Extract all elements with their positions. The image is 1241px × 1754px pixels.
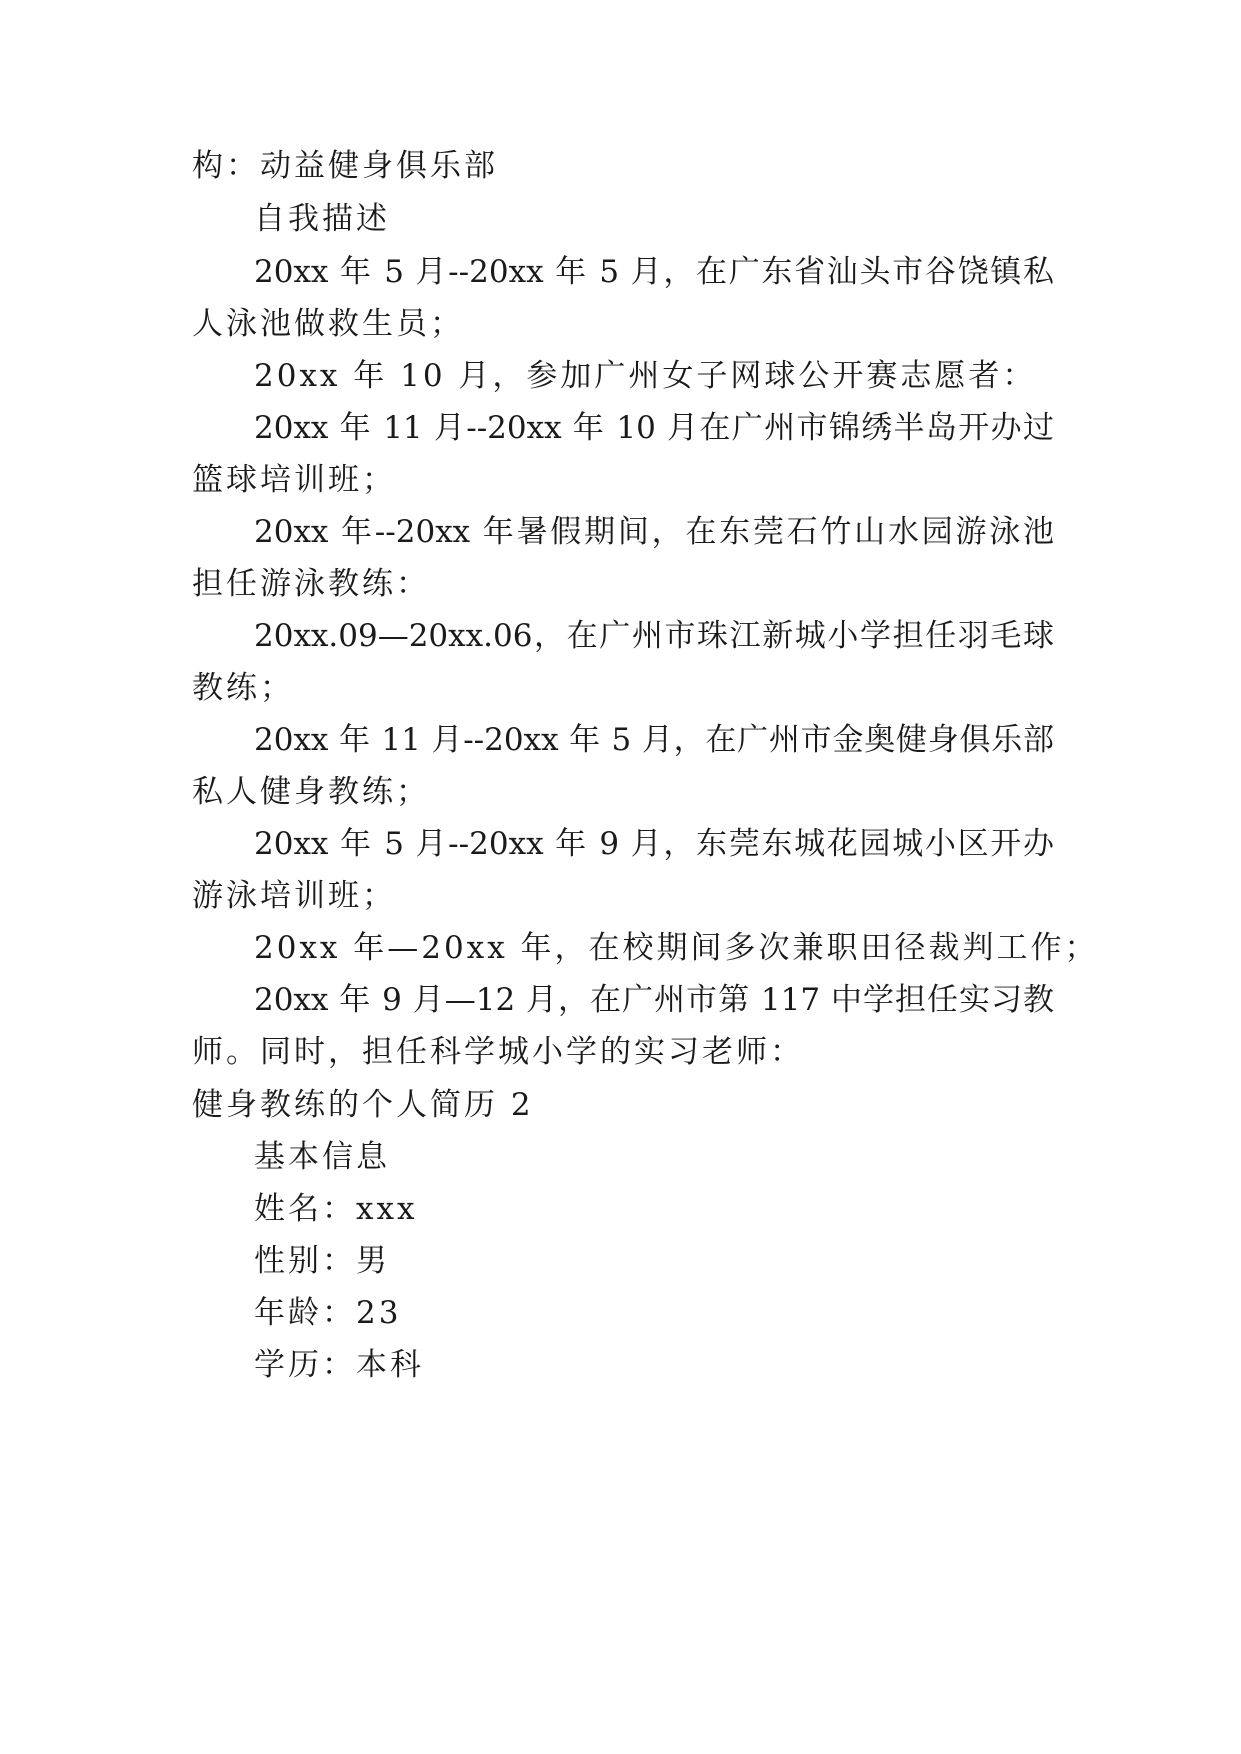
text-line-experience-5b: 教练； (192, 670, 294, 706)
text-line-experience-7a: 20xx 年 5 月--20xx 年 9 月，东莞东城花园城小区开办 (254, 826, 1054, 862)
section-title-resume-2: 健身教练的个人简历 2 (192, 1087, 534, 1123)
text-line-experience-9b: 师。同时，担任科学城小学的实习老师： (192, 1034, 804, 1070)
heading-basic-info: 基本信息 (254, 1139, 390, 1175)
text-line-experience-6b: 私人健身教练； (192, 774, 430, 810)
field-age: 年龄：23 (254, 1295, 402, 1331)
text-line-experience-4b: 担任游泳教练： (192, 566, 430, 602)
text-line-experience-3b: 篮球培训班； (192, 462, 396, 498)
text-line-experience-3a: 20xx 年 11 月--20xx 年 10 月在广州市锦绣半岛开办过 (254, 410, 1054, 446)
text-line-experience-7b: 游泳培训班； (192, 878, 396, 914)
text-line-experience-4a: 20xx 年--20xx 年暑假期间，在东莞石竹山水园游泳池 (254, 514, 1054, 550)
heading-self-description: 自我描述 (254, 201, 390, 237)
text-line-experience-1a: 20xx 年 5 月--20xx 年 5 月，在广东省汕头市谷饶镇私 (254, 254, 1054, 290)
field-name: 姓名：xxx (254, 1191, 418, 1227)
field-education: 学历：本科 (254, 1347, 424, 1383)
text-line-experience-6a: 20xx 年 11 月--20xx 年 5 月，在广州市金奥健身俱乐部 (254, 722, 1054, 758)
text-line-experience-2: 20xx 年 10 月，参加广州女子网球公开赛志愿者： (254, 358, 1037, 394)
text-line-experience-5a: 20xx.09—20xx.06，在广州市珠江新城小学担任羽毛球 (254, 618, 1054, 654)
text-line-organization: 构：动益健身俱乐部 (192, 148, 498, 184)
text-line-experience-9a: 20xx 年 9 月—12 月，在广州市第 117 中学担任实习教 (254, 982, 1054, 1018)
text-line-experience-8: 20xx 年—20xx 年，在校期间多次兼职田径裁判工作； (254, 930, 1099, 966)
field-gender: 性别：男 (254, 1243, 390, 1279)
text-line-experience-1b: 人泳池做救生员； (192, 306, 464, 342)
